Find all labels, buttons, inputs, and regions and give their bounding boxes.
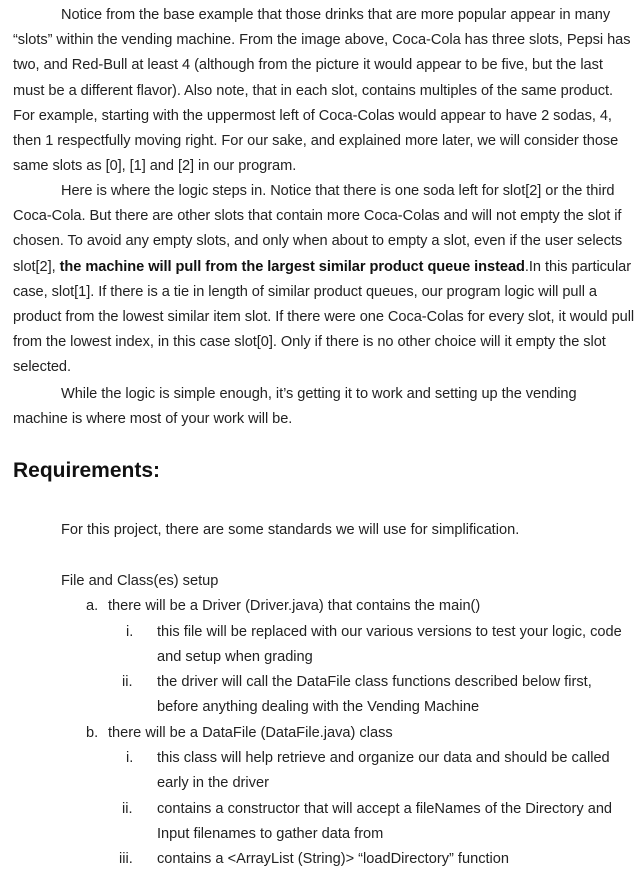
list-item-b-i: this class will help retrieve and organize our data and should be called early in the driver bbox=[157, 750, 610, 792]
list-marker-b-ii: ii. bbox=[122, 801, 133, 817]
paragraph-2-text-start: Here is where the logic steps in. Notice that there is one soda left for slot[2] or the third Coca-Cola. But there are other slots that contain more Coca-Colas and will not empty the slot if chosen. To avoid any empty slots, and only when about to empty a slot, even if the user selects slot[2], bbox=[13, 183, 623, 275]
list-item-b-iii: contains a <ArrayList (String)> “loadDirectory” function bbox=[157, 851, 510, 867]
paragraph-2-text-end: .In this particular case, slot[1]. If there is a tie in length of similar product queues, our program logic will pull a product from the lowest similar item slot. If there were one Coca-Colas for every slot, it would pull from the lowest index, in this case slot[0]. Only if there is no other choice will it empty the slot selected. bbox=[13, 258, 635, 376]
list-marker-b: b. bbox=[86, 725, 99, 741]
body-paragraph-3: While the logic is simple enough, it’s getting it to work and setting up the vending machine is where most of your work will be. bbox=[13, 386, 577, 428]
list-item-a-ii: the driver will call the DataFile class functions described below first, before anything dealing with the Vending Machine bbox=[157, 674, 592, 716]
body-paragraph-2 bbox=[13, 179, 635, 381]
file-class-setup-title: File and Class(es) setup bbox=[61, 573, 219, 589]
body-paragraph-1: Notice from the base example that those drinks that are more popular appear in many “slots” within the vending machine. From the image above, Coca-Cola has three slots, Pepsi has two, and Red-Bull at least 4 (although from the picture it would appear to be five, but the last must be a different flavor). Also note, that in each slot, contains multiples of the same product. For example, starting with the uppermost left of Coca-Colas would appear to have 2 sodas, 4, then 1 respectfully moving right. For our sake, and explained more later, we will consider those same slots as [0], [1] and [2] in our program. bbox=[13, 7, 631, 175]
paragraph-2-bold-text: the machine will pull from the largest similar product queue instead bbox=[59, 258, 525, 275]
list-marker-a: a. bbox=[86, 598, 99, 614]
list-item-b-ii: contains a constructor that will accept a fileNames of the Directory and Input filenames to gather data from bbox=[157, 801, 613, 843]
list-item-b: there will be a DataFile (DataFile.java) class bbox=[108, 725, 393, 741]
list-item-a-i: this file will be replaced with our various versions to test your logic, code and setup when grading bbox=[157, 624, 622, 666]
list-marker-a-ii: ii. bbox=[122, 674, 133, 690]
list-marker-b-iii: iii. bbox=[119, 851, 133, 867]
list-marker-b-i: i. bbox=[126, 750, 134, 766]
requirements-intro: For this project, there are some standards we will use for simplification. bbox=[61, 522, 520, 538]
list-marker-a-i: i. bbox=[126, 624, 134, 640]
list-item-a: there will be a Driver (Driver.java) that contains the main() bbox=[108, 598, 481, 614]
requirements-heading: Requirements: bbox=[13, 459, 161, 482]
